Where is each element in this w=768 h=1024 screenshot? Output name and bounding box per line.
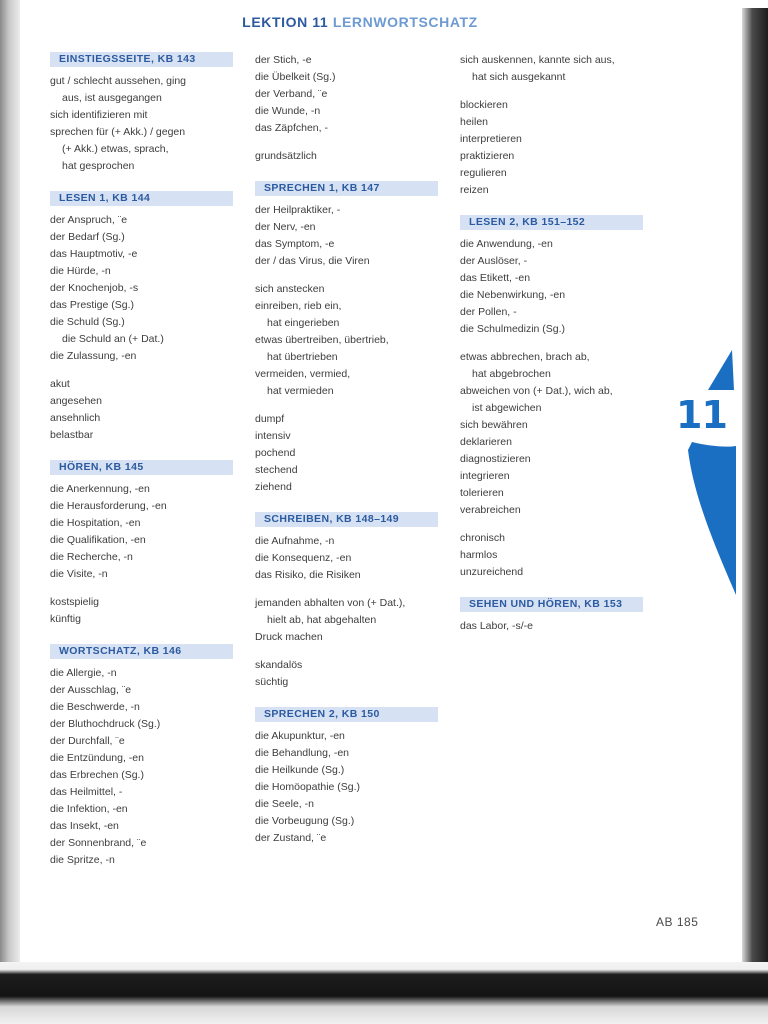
vocab-entry: der / das Virus, die Viren [255, 255, 370, 267]
vocab-entry: die Behandlung, -en [255, 747, 349, 759]
section-heading: SCHREIBEN, KB 148–149 [255, 512, 438, 527]
vocab-entry: der Zustand, ¨e [255, 832, 327, 844]
vocab-entry: die Allergie, -n [50, 667, 117, 679]
vocab-section [50, 52, 240, 175]
section-heading: SPRECHEN 1, KB 147 [255, 181, 438, 196]
vocab-entry: das Etikett, -en [460, 272, 531, 284]
vocab-group [460, 52, 650, 86]
vocab-entry: süchtig [255, 676, 289, 688]
vocab-entry: das Hauptmotiv, -e [50, 248, 138, 260]
vocab-entry: der Sonnenbrand, ¨e [50, 837, 147, 849]
book-binding-shadow [0, 0, 20, 1024]
vocab-entry: der Ausschlag, ¨e [50, 684, 132, 696]
vocab-column-1 [50, 52, 240, 885]
vocab-entry: sich auskennen, kannte sich aus, [460, 54, 615, 66]
vocab-entry: gut / schlecht aussehen, ging [50, 75, 187, 87]
title-subject: LERNWORTSCHATZ [332, 14, 478, 30]
section-heading: SPRECHEN 2, KB 150 [255, 707, 438, 722]
vocab-entry: ansehnlich [50, 412, 101, 424]
vocab-entry: die Akupunktur, -en [255, 730, 345, 742]
tab-marker-lower-shape [688, 442, 736, 595]
vocab-entry: die Qualifikation, -en [50, 534, 146, 546]
vocab-entry: der Heilpraktiker, - [255, 204, 341, 216]
section-heading: WORTSCHATZ, KB 146 [50, 644, 233, 659]
vocab-section [255, 181, 445, 496]
vocab-entry: die Spritze, -n [50, 854, 115, 866]
vocab-group [460, 349, 650, 519]
vocab-entry: etwas übertreiben, übertrieb, [255, 334, 389, 346]
vocab-entry: die Infektion, -en [50, 803, 128, 815]
vocab-entry: kostspielig [50, 596, 100, 608]
vocab-entry: die Schulmedizin (Sg.) [460, 323, 566, 335]
vocab-group [255, 281, 445, 400]
vocab-entry: blockieren [460, 99, 508, 111]
vocab-entry: die Beschwerde, -n [50, 701, 140, 713]
vocab-entry: hat abgebrochen [472, 368, 551, 380]
vocab-entry: künftig [50, 613, 81, 625]
tab-marker-upper-shape [708, 350, 734, 390]
vocab-entry: das Labor, -s/-e [460, 620, 533, 632]
section-heading: LESEN 1, KB 144 [50, 191, 233, 206]
vocab-entry: der Knochenjob, -s [50, 282, 139, 294]
vocab-group [50, 594, 240, 628]
vocab-entry: jemanden abhalten von (+ Dat.), [255, 597, 406, 609]
vocab-entry: die Anwendung, -en [460, 238, 553, 250]
vocab-section [460, 215, 650, 581]
vocab-entry: interpretieren [460, 133, 522, 145]
vocab-group [255, 728, 445, 847]
lesson-label: LEKTION 11 [242, 14, 329, 30]
vocab-entry: hat sich ausgekannt [472, 71, 566, 83]
vocab-entry: hat übertrieben [267, 351, 338, 363]
vocab-entry: sprechen für (+ Akk.) / gegen [50, 126, 186, 138]
vocab-entry: die Visite, -n [50, 568, 108, 580]
vocab-entry: etwas abbrechen, brach ab, [460, 351, 590, 363]
vocab-entry: integrieren [460, 470, 510, 482]
vocab-group [255, 411, 445, 496]
vocab-entry: die Heilkunde (Sg.) [255, 764, 345, 776]
page-title [0, 14, 720, 30]
vocab-group [255, 148, 445, 165]
vocab-entry: der Verband, ¨e [255, 88, 328, 100]
vocab-entry: das Erbrechen (Sg.) [50, 769, 144, 781]
vocab-section [50, 644, 240, 869]
vocab-group [460, 97, 650, 199]
vocab-group [255, 202, 445, 270]
page-edge-shadow [742, 8, 768, 1024]
vocab-entry: die Homöopathie (Sg.) [255, 781, 361, 793]
vocab-entry: sich anstecken [255, 283, 325, 295]
vocab-entry: hat eingerieben [267, 317, 340, 329]
vocab-entry: stechend [255, 464, 298, 476]
chapter-tab-number: 11 [676, 393, 727, 437]
vocab-entry: sich bewähren [460, 419, 528, 431]
vocab-entry: die Entzündung, -en [50, 752, 144, 764]
vocab-entry: ziehend [255, 481, 292, 493]
vocab-entry: die Anerkennung, -en [50, 483, 150, 495]
vocab-entry: die Seele, -n [255, 798, 314, 810]
vocab-entry: diagnostizieren [460, 453, 531, 465]
chapter-tab-marker [674, 350, 740, 600]
vocab-entry: einreiben, rieb ein, [255, 300, 342, 312]
vocab-entry: grundsätzlich [255, 150, 317, 162]
vocab-entry: reizen [460, 184, 489, 196]
vocab-group [255, 657, 445, 691]
vocab-entry: praktizieren [460, 150, 515, 162]
vocab-section [255, 52, 445, 165]
vocab-group [460, 530, 650, 581]
vocab-entry: sich identifizieren mit [50, 109, 148, 121]
vocab-entry: der Stich, -e [255, 54, 312, 66]
vocab-entry: die Hospitation, -en [50, 517, 141, 529]
vocab-entry: intensiv [255, 430, 291, 442]
section-heading: HÖREN, KB 145 [50, 460, 233, 475]
vocab-entry: die Schuld an (+ Dat.) [62, 333, 164, 345]
vocab-entry: das Insekt, -en [50, 820, 119, 832]
vocab-column-3 [460, 52, 650, 651]
vocab-entry: der Anspruch, ¨e [50, 214, 128, 226]
vocab-entry: angesehen [50, 395, 102, 407]
vocab-entry: der Bedarf (Sg.) [50, 231, 125, 243]
vocab-entry: vermeiden, vermied, [255, 368, 351, 380]
vocab-entry: (+ Akk.) etwas, sprach, [62, 143, 169, 155]
vocab-group [50, 73, 240, 175]
vocab-entry: der Durchfall, ¨e [50, 735, 125, 747]
vocab-entry: die Recherche, -n [50, 551, 133, 563]
vocab-entry: deklarieren [460, 436, 512, 448]
vocab-entry: das Prestige (Sg.) [50, 299, 135, 311]
vocab-entry: das Symptom, -e [255, 238, 335, 250]
vocab-entry: die Herausforderung, -en [50, 500, 167, 512]
vocab-entry: der Nerv, -en [255, 221, 316, 233]
section-heading: EINSTIEGSSEITE, KB 143 [50, 52, 233, 67]
vocab-entry: tolerieren [460, 487, 504, 499]
vocab-section [255, 512, 445, 691]
vocab-entry: das Risiko, die Risiken [255, 569, 361, 581]
vocab-entry: Druck machen [255, 631, 323, 643]
vocab-group [50, 665, 240, 869]
vocab-entry: die Zulassung, -en [50, 350, 137, 362]
vocab-group [255, 533, 445, 584]
vocab-entry: abweichen von (+ Dat.), wich ab, [460, 385, 613, 397]
vocab-section [460, 52, 650, 199]
vocab-entry: die Übelkeit (Sg.) [255, 71, 336, 83]
vocab-group [50, 376, 240, 444]
vocab-group [50, 212, 240, 365]
vocab-group [460, 618, 650, 635]
vocab-entry: regulieren [460, 167, 507, 179]
page-number: AB 185 [656, 915, 699, 929]
vocab-entry: pochend [255, 447, 296, 459]
vocab-section [255, 707, 445, 847]
section-heading: LESEN 2, KB 151–152 [460, 215, 643, 230]
vocab-group [50, 481, 240, 583]
vocab-entry: ist abgewichen [472, 402, 542, 414]
vocab-entry: das Zäpfchen, - [255, 122, 328, 134]
section-heading: SEHEN UND HÖREN, KB 153 [460, 597, 643, 612]
vocab-entry: die Aufnahme, -n [255, 535, 335, 547]
vocab-entry: belastbar [50, 429, 94, 441]
vocab-section [50, 460, 240, 628]
vocab-section [50, 191, 240, 444]
scan-bottom-edge [0, 962, 768, 1024]
vocab-entry: der Pollen, - [460, 306, 517, 318]
vocab-entry: die Vorbeugung (Sg.) [255, 815, 355, 827]
vocab-group [255, 52, 445, 137]
vocab-entry: der Auslöser, - [460, 255, 528, 267]
vocab-entry: unzureichend [460, 566, 524, 578]
vocab-entry: verabreichen [460, 504, 521, 516]
vocab-column-2 [255, 52, 445, 863]
vocab-entry: die Hürde, -n [50, 265, 111, 277]
vocab-group [460, 236, 650, 338]
vocab-entry: heilen [460, 116, 489, 128]
vocab-entry: die Konsequenz, -en [255, 552, 352, 564]
vocab-entry: aus, ist ausgegangen [62, 92, 162, 104]
vocab-entry: akut [50, 378, 70, 390]
vocab-entry: die Schuld (Sg.) [50, 316, 125, 328]
vocab-group [255, 595, 445, 646]
vocab-entry: die Wunde, -n [255, 105, 321, 117]
vocab-entry: dumpf [255, 413, 285, 425]
vocab-entry: die Nebenwirkung, -en [460, 289, 566, 301]
vocab-entry: das Heilmittel, - [50, 786, 123, 798]
vocab-entry: der Bluthochdruck (Sg.) [50, 718, 161, 730]
vocab-entry: hat vermieden [267, 385, 334, 397]
vocab-entry: chronisch [460, 532, 505, 544]
vocab-entry: hat gesprochen [62, 160, 135, 172]
vocab-entry: harmlos [460, 549, 498, 561]
vocab-entry: skandalös [255, 659, 303, 671]
vocab-entry: hielt ab, hat abgehalten [267, 614, 377, 626]
vocab-section [460, 597, 650, 635]
